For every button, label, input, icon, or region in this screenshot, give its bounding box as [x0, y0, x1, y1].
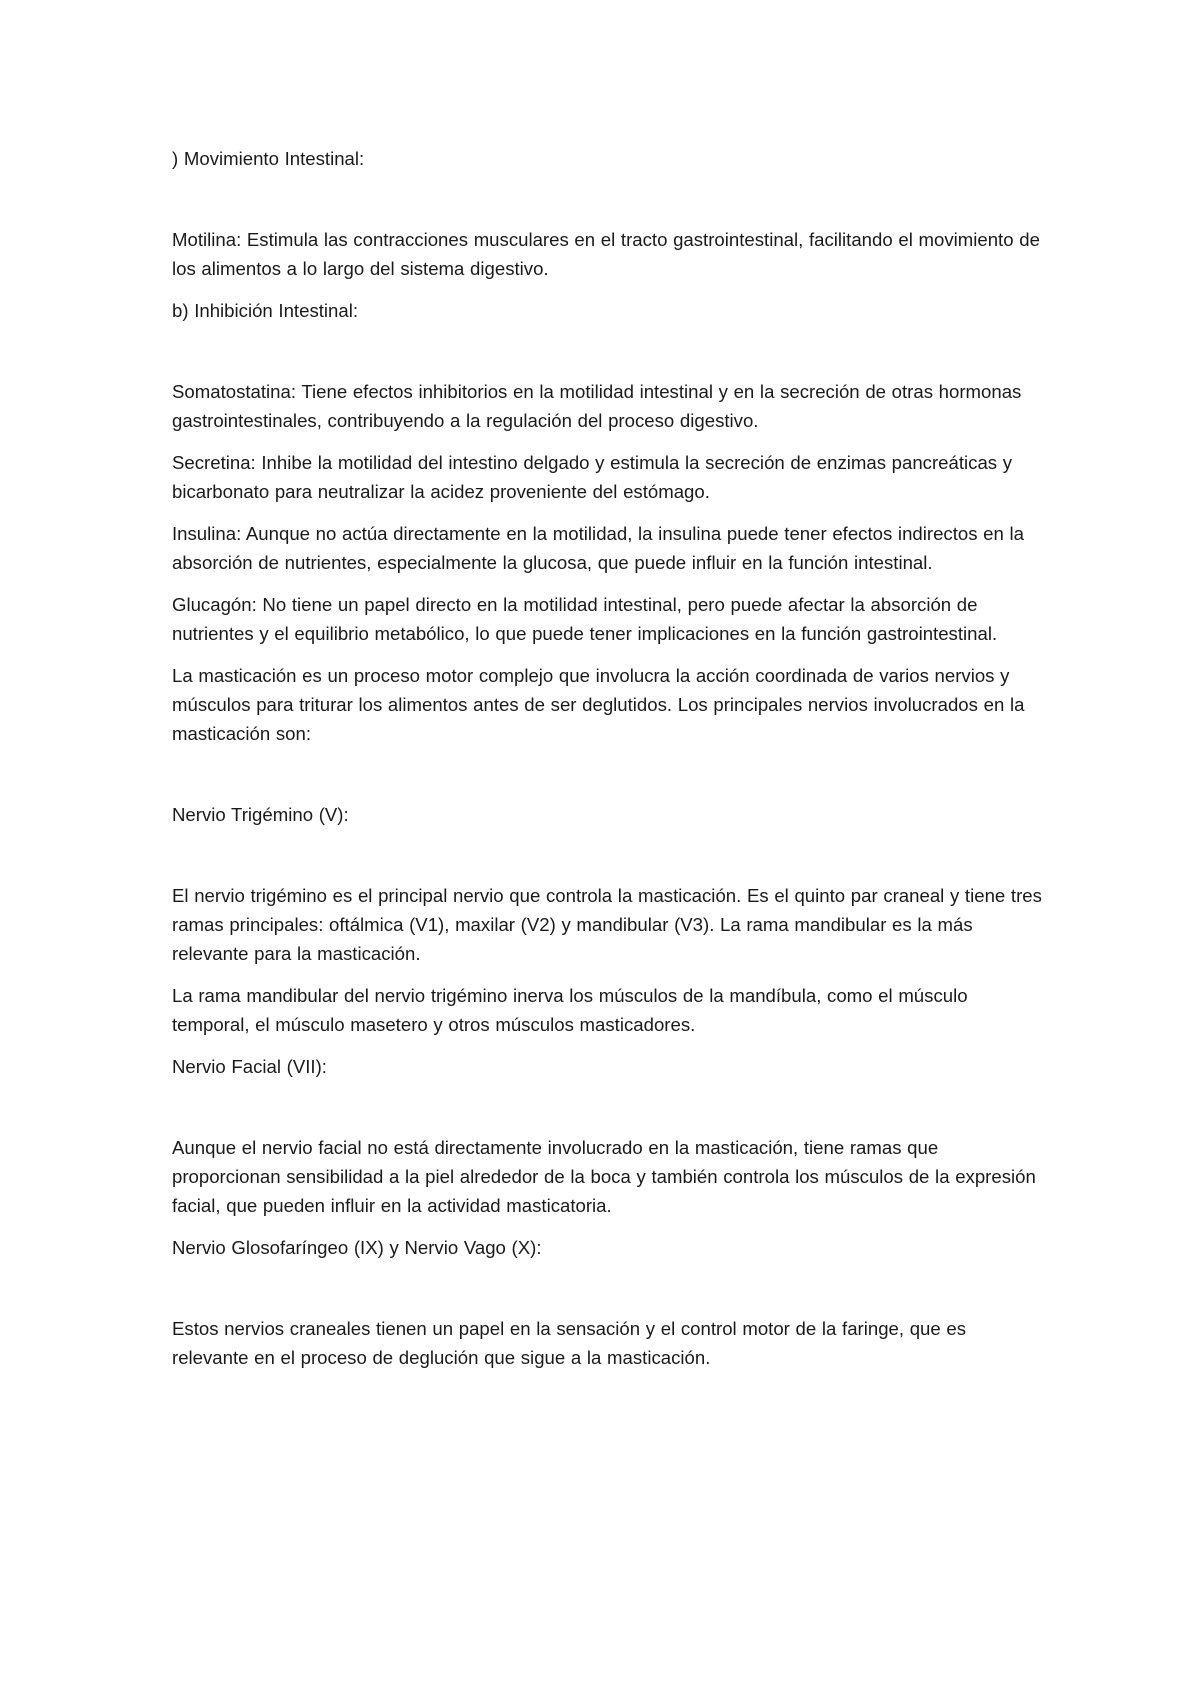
paragraph-trigemino-2: La rama mandibular del nervio trigémino inerva los músculos de la mandíbula, como el músculo temporal, el músculo masetero y otros músculos masticadores. — [172, 985, 968, 1035]
paragraph-secretina: Secretina: Inhibe la motilidad del intestino delgado y estimula la secreción de enzimas pancreáticas y bicarbonato para neutralizar la acidez proveniente del estómago. — [172, 452, 1013, 502]
paragraph-motilina: Motilina: Estimula las contracciones musculares en el tracto gastrointestinal, facilitando el movimiento de los alimentos a lo largo del sistema digestivo. — [172, 229, 1040, 279]
paragraph-trigemino-1: El nervio trigémino es el principal nervio que controla la masticación. Es el quinto par craneal y tiene tres ramas principales: oftálmica (V1), maxilar (V2) y mandibular (V3). La rama mandibular es la más relevante para la masticación. — [172, 885, 1042, 964]
heading-intestinal-inhibition: b) Inhibición Intestinal: — [172, 300, 359, 321]
paragraph-facial: Aunque el nervio facial no está directamente involucrado en la masticación, tiene ramas que proporcionan sensibilidad a la piel alrededor de la boca y también controla los músculos de la expresión facial, que pueden influir en la actividad masticatoria. — [172, 1137, 1036, 1216]
heading-intestinal-movement: ) Movimiento Intestinal: — [172, 148, 365, 169]
heading-facial: Nervio Facial (VII): — [172, 1056, 327, 1077]
paragraph-insulina: Insulina: Aunque no actúa directamente en la motilidad, la insulina puede tener efectos indirectos en la absorción de nutrientes, especialmente la glucosa, que puede influir en la función intestinal. — [172, 523, 1024, 573]
document-body — [172, 144, 1042, 1372]
heading-glosofaringeo: Nervio Glosofaríngeo (IX) y Nervio Vago (X): — [172, 1237, 542, 1258]
paragraph-glucagon: Glucagón: No tiene un papel directo en la motilidad intestinal, pero puede afectar la absorción de nutrientes y el equilibrio metabólico, lo que puede tener implicaciones en la función gastrointestinal. — [172, 594, 998, 644]
heading-trigemino: Nervio Trigémino (V): — [172, 804, 349, 825]
paragraph-masticacion-intro: La masticación es un proceso motor complejo que involucra la acción coordinada de varios nervios y músculos para triturar los alimentos antes de ser deglutidos. Los principales nervios involucrados en la masticación son: — [172, 665, 1025, 744]
paragraph-somatostatina: Somatostatina: Tiene efectos inhibitorios en la motilidad intestinal y en la secreción de otras hormonas gastrointestinales, contribuyendo a la regulación del proceso digestivo. — [172, 381, 1022, 431]
paragraph-glosofaringeo: Estos nervios craneales tienen un papel en la sensación y el control motor de la faringe, que es relevante en el proceso de deglución que sigue a la masticación. — [172, 1318, 967, 1368]
